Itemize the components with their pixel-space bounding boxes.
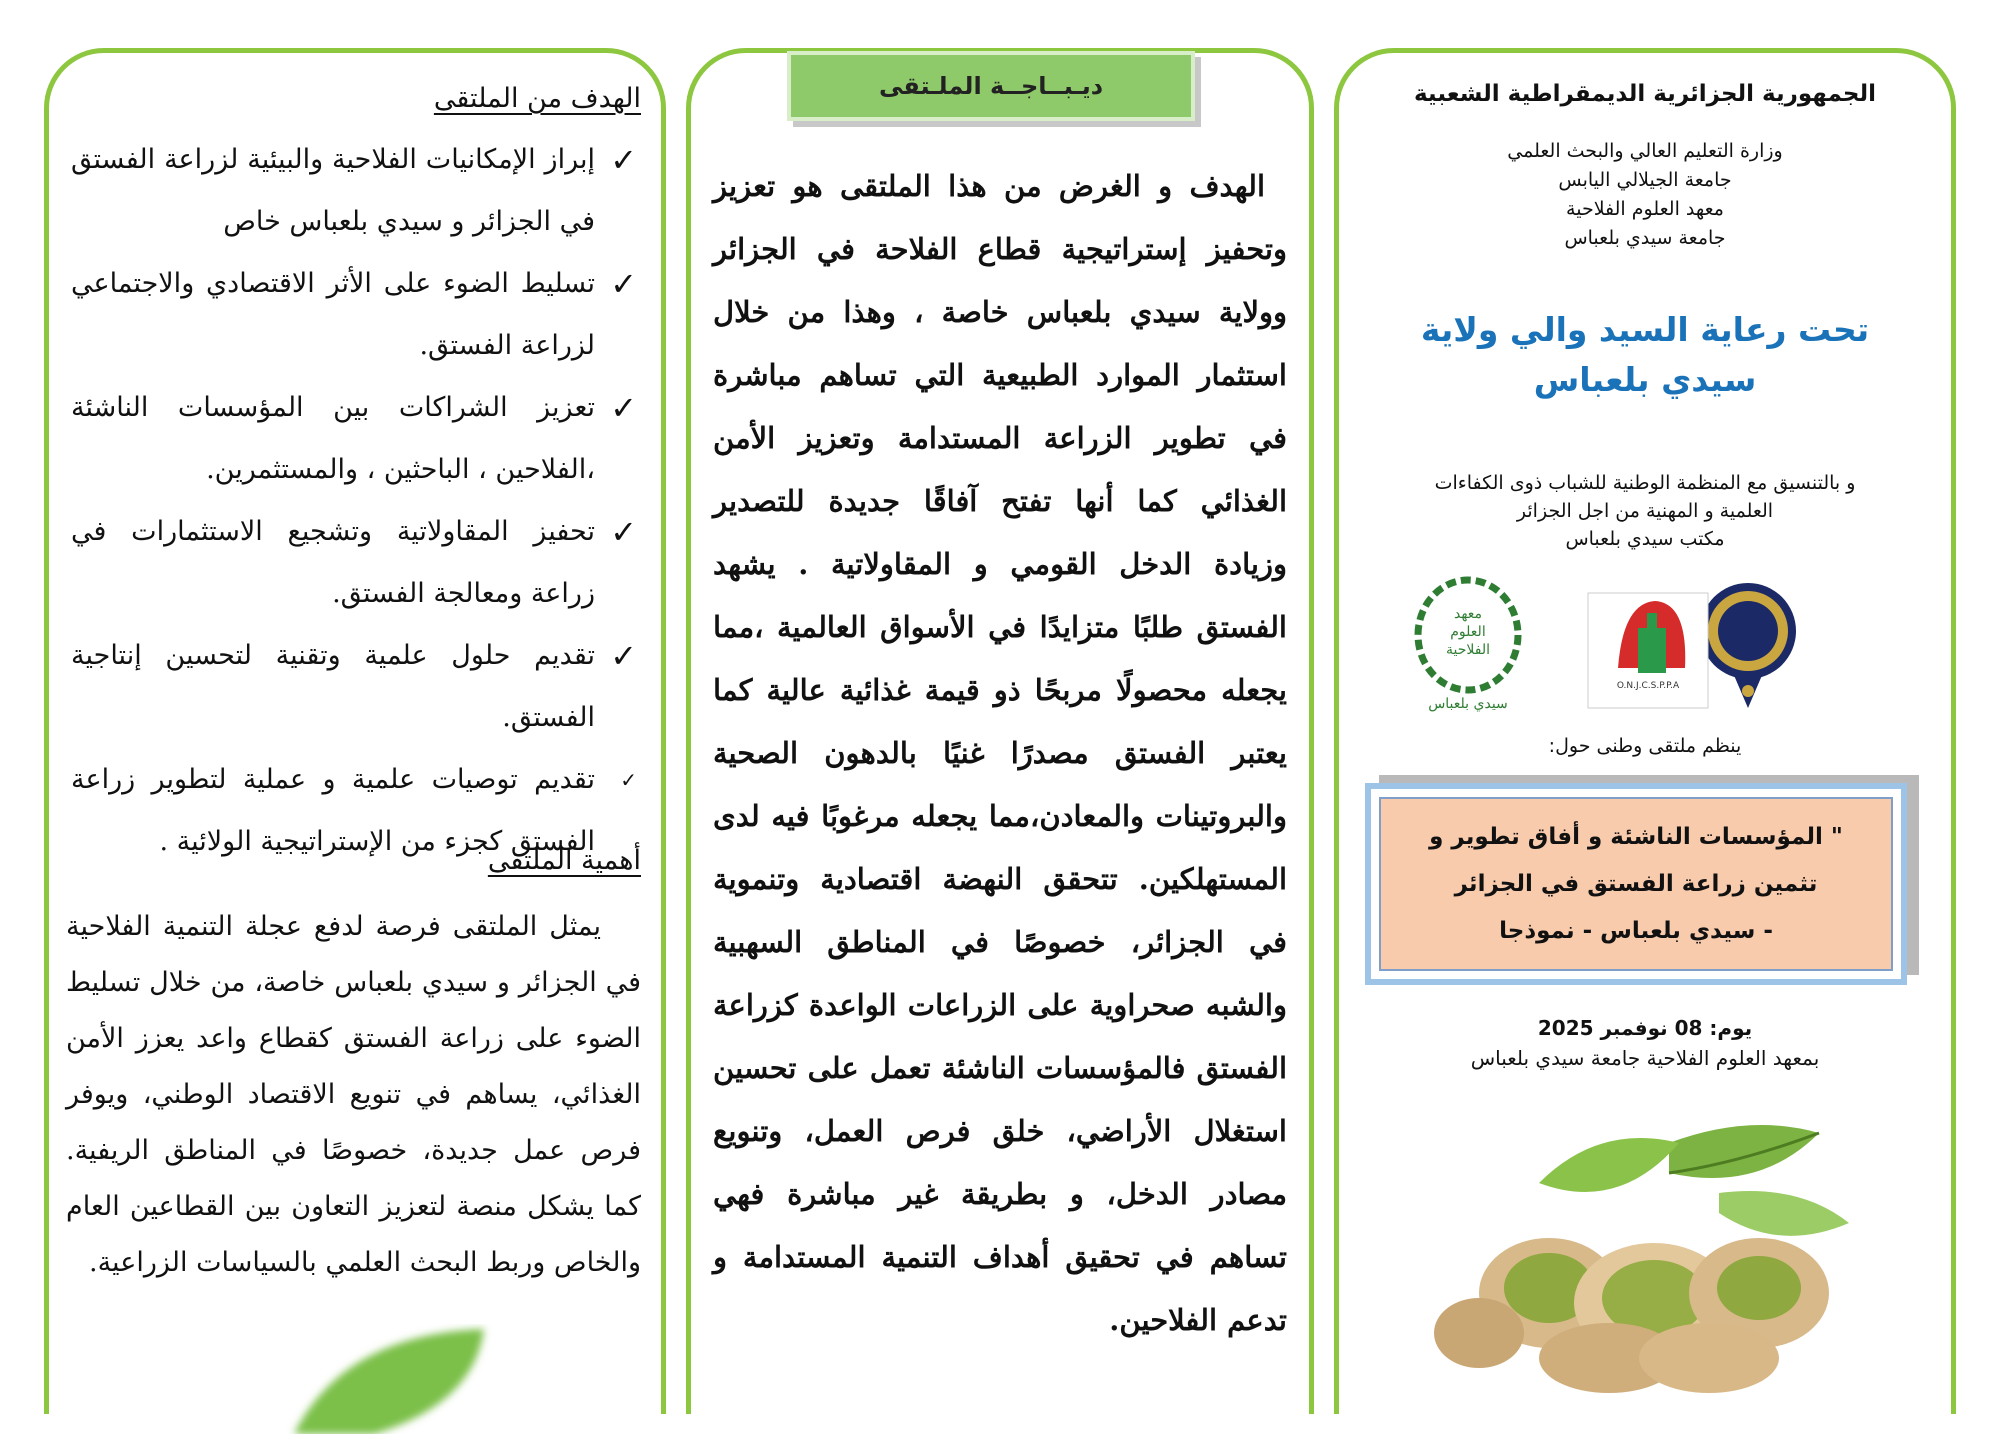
checkmark-icon: ✓ — [610, 141, 637, 179]
goals-heading: الهدف من الملتقى — [433, 83, 641, 114]
coordination-block — [1339, 469, 1951, 553]
event-venue: بمعهد العلوم الفلاحية جامعة سيدي بلعباس — [1470, 1046, 1820, 1070]
checkmark-icon: ✓ — [620, 768, 637, 792]
goal-item — [71, 129, 641, 253]
preamble-banner: ديـبــاجــة الملـتقى — [787, 51, 1195, 121]
checkmark-icon: ✓ — [610, 513, 637, 551]
goal-item — [71, 253, 641, 377]
institute-line: معهد العلوم الفلاحية — [1566, 198, 1724, 220]
ministry-line: وزارة التعليم العالي والبحث العلمي — [1507, 140, 1783, 162]
preamble-text: الهدف و الغرض من هذا الملتقى هو تعزيز وتحفيز إستراتيجية قطاع الفلاحة في الجزائر وولاية سيدي بلعباس خاصة ، وهذا من خلال استثمار الموارد الطبيعية التي تساهم مباشرة في تطوير الزراعة المستدامة وتعزيز الأمن الغذائي كما أنها تفتح آفاقًا جديدة للتصدير وزيادة الدخل القومي و المقاولاتية . يشهد الفستق طلبًا متزايدًا في الأسواق العالمية ،مما يجعله محصولًا مربحًا ذو قيمة غذائية عالية كما يعتبر الفستق مصدرًا غنيًا بالدهون الصحية والبروتينات والمعادن،مما يجعله مرغوبًا فيه لدى المستهلكين. تتحقق النهضة اقتصادية وتنموية في الجزائر، خصوصًا في المناطق السهبية والشبه صحراوية على الزراعات الواعدة كزراعة الفستق فالمؤسسات الناشئة تعمل على تحسين استغلال الأراضي، خلق فرص العمل، وتنويع مصادر الدخل، و بطريقة غير مباشرة فهي تساهم في تحقيق أهداف التنمية المستدامة و تدعم الفلاحين. — [713, 169, 1287, 1337]
pistachio-image — [1419, 1103, 1889, 1403]
event-date: يوم: 08 نوفمبر 2025 — [1537, 1016, 1753, 1040]
topic-line: " المؤسسات الناشئة و أفاق تطوير و — [1429, 823, 1843, 850]
institute-logo-caption: سيدي بلعباس — [1428, 696, 1508, 712]
leaf-decoration — [284, 1324, 524, 1434]
coordination-line: و بالتنسيق مع المنظمة الوطنية للشباب ذوى الكفاءات — [1434, 472, 1856, 494]
checkmark-icon: ✓ — [610, 389, 637, 427]
goals-panel — [44, 48, 666, 1414]
importance-text: يمثل الملتقى فرصة لدفع عجلة التنمية الفلاحية في الجزائر و سيدي بلعباس خاصة، من خلال تسليط الضوء على زراعة الفستق كقطاع واعد يعزز الأمن الغذائي، يساهم في تنويع الاقتصاد الوطني، ويوفر فرص عمل جديدة، خصوصًا في المناطق الريفية. كما يشكل منصة لتعزيز التعاون بين القطاعين العام والخاص وربط البحث العلمي بالسياسات الزراعية. — [66, 911, 641, 1278]
institute-logo-line: معهد — [1453, 606, 1483, 622]
goals-list — [71, 129, 641, 873]
institute-wreath-logo — [1418, 580, 1518, 712]
goal-text: تسليط الضوء على الأثر الاقتصادي والاجتماعي لزراعة الفستق. — [71, 268, 595, 361]
institute-logo-line: الفلاحية — [1446, 642, 1490, 658]
preamble-panel — [686, 48, 1314, 1414]
institute-logo-line: العلوم — [1450, 624, 1486, 640]
university-seal-logo — [1700, 583, 1796, 708]
goal-item — [71, 377, 641, 501]
topic-box — [1365, 783, 1907, 985]
goal-text: تحفيز المقاولاتية وتشجيع الاستثمارات في زراعة ومعالجة الفستق. — [71, 516, 595, 609]
goal-text: تعزيز الشراكات بين المؤسسات الناشئة ،الفلاحين ، الباحثين ، والمستثمرين. — [71, 392, 595, 485]
university-city-line: جامعة سيدي بلعباس — [1564, 227, 1726, 249]
university-line: جامعة الجيلالي اليابس — [1558, 169, 1732, 191]
goal-text: تقديم توصيات علمية و عملية لتطوير زراعة الفستق كجزء من الإستراتيجية الولائية . — [71, 764, 595, 857]
coordination-line: العلمية و المهنية من اجل الجزائر — [1516, 500, 1774, 522]
cover-panel — [1334, 48, 1956, 1414]
goal-text: إبراز الإمكانيات الفلاحية والبيئية لزراعة الفستق في الجزائر و سيدي بلعباس خاص — [71, 144, 595, 237]
topic-title — [1379, 797, 1893, 971]
patronage-title: تحت رعاية السيد والي ولاية سيدي بلعباس — [1420, 310, 1870, 399]
organizes-label: ينظم ملتقى وطنى حول: — [1548, 735, 1742, 757]
topic-line: - سيدي بلعباس - نموذجا — [1499, 917, 1773, 944]
coordination-line: مكتب سيدي بلعباس — [1565, 528, 1725, 550]
goal-item — [71, 625, 641, 749]
goal-item — [71, 501, 641, 625]
topic-line: تثمين زراعة الفستق في الجزائر — [1454, 870, 1818, 897]
date-venue — [1339, 1013, 1951, 1073]
onjccppa-logo — [1588, 593, 1708, 708]
partner-logos — [1393, 573, 1813, 723]
importance-heading: أهمية الملتقى — [487, 845, 641, 876]
ministry-block — [1339, 137, 1951, 253]
onjccppa-caption: O.N.J.C.S.P.P.A — [1616, 681, 1680, 691]
goal-text: تقديم حلول علمية وتقنية لتحسين إنتاجية الفستق. — [71, 640, 595, 733]
checkmark-icon: ✓ — [610, 265, 637, 303]
republic-title: الجمهورية الجزائرية الديمقراطية الشعبية — [1413, 81, 1877, 107]
checkmark-icon: ✓ — [610, 637, 637, 675]
